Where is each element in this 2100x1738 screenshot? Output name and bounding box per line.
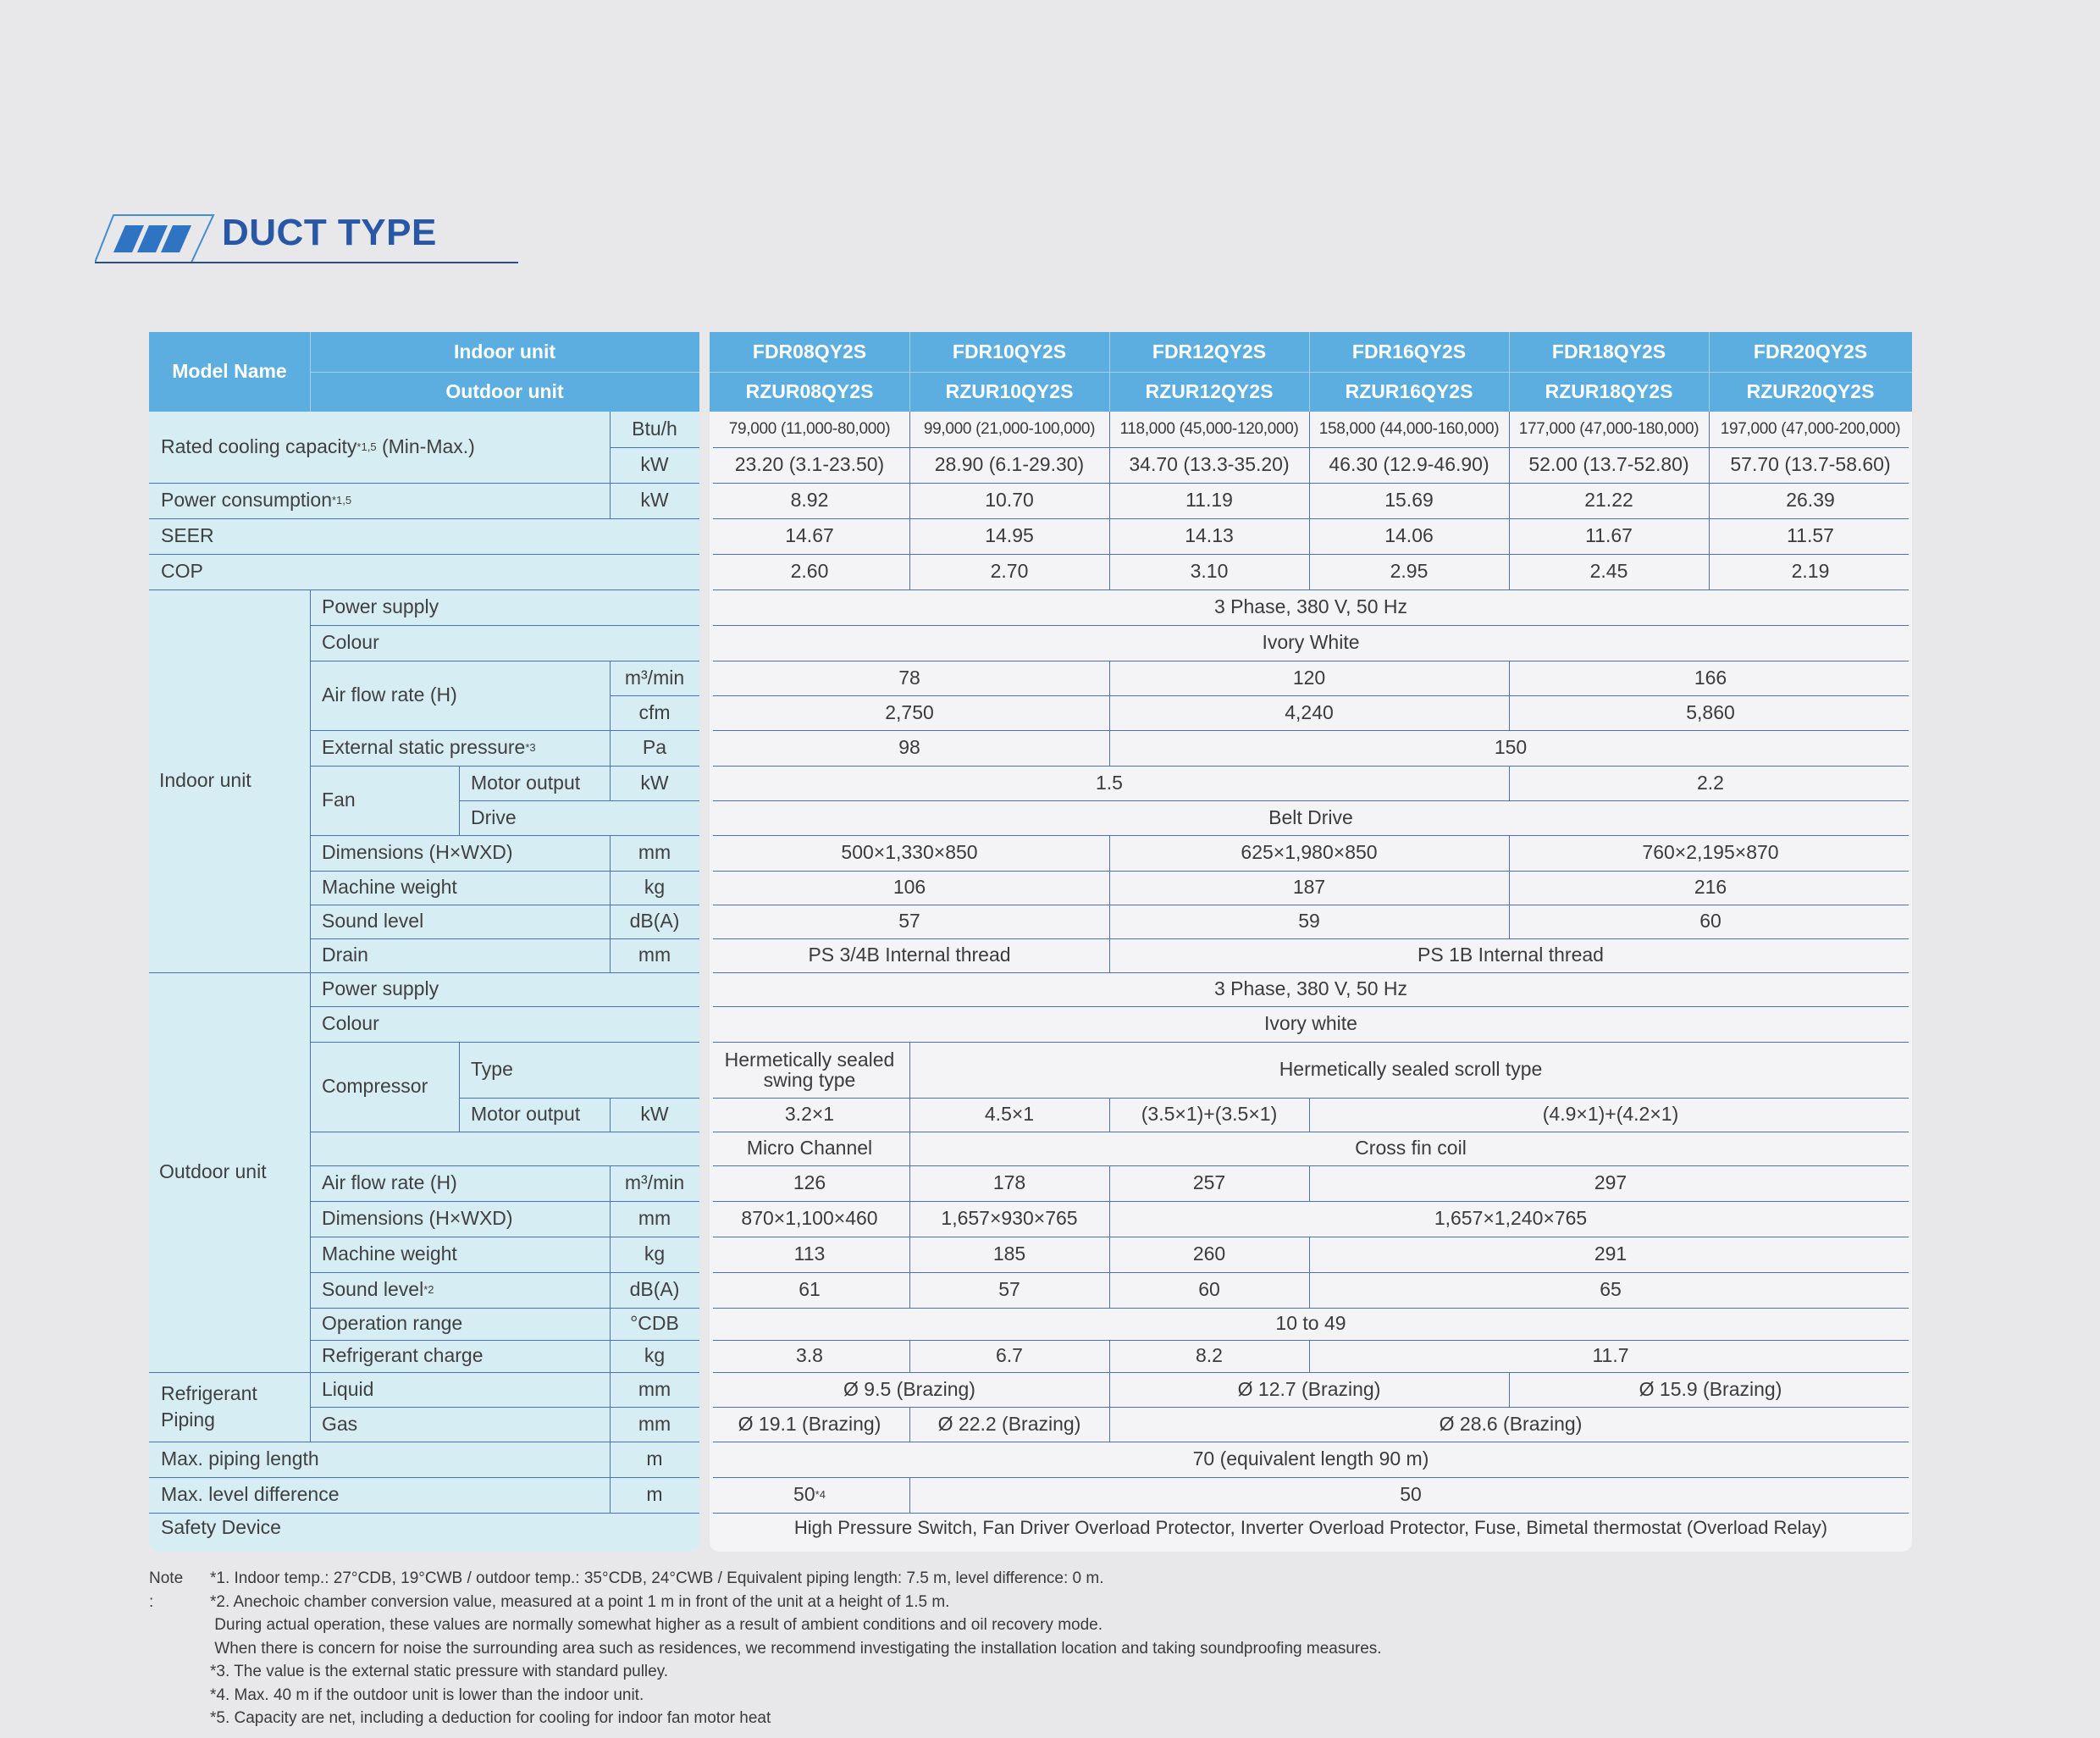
heat-exchanger-label xyxy=(310,1132,699,1165)
max-piping-label: Max. piping length xyxy=(149,1442,610,1477)
outdoor-model: RZUR20QY2S xyxy=(1709,372,1912,412)
kw-value: 57.70 (13.7-58.60) xyxy=(1730,453,1891,476)
esp-value: 98 xyxy=(898,736,920,759)
unit-dba: dB(A) xyxy=(610,905,699,938)
outdoor-model: RZUR10QY2S xyxy=(909,372,1109,412)
page-title: DUCT TYPE xyxy=(222,212,437,253)
outdoor-weight-label: Machine weight xyxy=(310,1237,610,1272)
kw-value: 28.90 (6.1-29.30) xyxy=(934,453,1085,476)
cop-value: 3.10 xyxy=(1190,560,1229,583)
compressor-type-label: Type xyxy=(459,1042,699,1098)
indoor-sound-value: 59 xyxy=(1298,910,1320,933)
indoor-model: FDR20QY2S xyxy=(1709,332,1912,372)
outdoor-sound-value: 65 xyxy=(1600,1278,1622,1301)
outdoor-unit-header: Outdoor unit xyxy=(310,372,699,412)
unit-m3min: m³/min xyxy=(610,1165,699,1201)
outdoor-weight-value: 291 xyxy=(1594,1243,1628,1265)
fan-motor-value: 1.5 xyxy=(1096,771,1123,794)
kw-value: 52.00 (13.7-52.80) xyxy=(1528,453,1689,476)
liquid-value: Ø 9.5 (Brazing) xyxy=(843,1377,975,1400)
outdoor-weight-value: 185 xyxy=(992,1243,1026,1265)
rated-cooling-label: Rated cooling capacity *1,5 (Min-Max.) xyxy=(149,412,610,483)
fan-label: Fan xyxy=(310,766,459,835)
max-level-value: 50 *4 xyxy=(793,1483,826,1506)
compressor-motor-value: 4.5×1 xyxy=(984,1103,1035,1126)
unit-m: m xyxy=(610,1442,699,1477)
indoor-sound-value: 57 xyxy=(898,910,920,933)
unit-cdb: °CDB xyxy=(610,1308,699,1340)
cop-label: COP xyxy=(149,554,699,589)
btu-value: 177,000 (47,000-180,000) xyxy=(1518,419,1699,438)
refrigerant-charge-value: 8.2 xyxy=(1196,1344,1223,1367)
note-line: *5. Capacity are net, including a deduction for cooling for indoor fan motor heat xyxy=(210,1709,771,1727)
refrigerant-charge-label: Refrigerant charge xyxy=(310,1340,610,1372)
power-value: 21.22 xyxy=(1584,489,1633,512)
unit-kg: kg xyxy=(610,1340,699,1372)
compressor-type-value: Hermetically sealed swing type xyxy=(724,1048,895,1091)
indoor-unit-header: Indoor unit xyxy=(310,332,699,372)
indoor-airflow-m3-value: 166 xyxy=(1694,666,1727,689)
indoor-weight-value: 216 xyxy=(1694,876,1727,899)
unit-mm: mm xyxy=(610,1372,699,1407)
gas-value: Ø 28.6 (Brazing) xyxy=(1439,1412,1583,1435)
fan-drive-value: Belt Drive xyxy=(1268,805,1353,828)
btu-value: 197,000 (47,000-200,000) xyxy=(1720,419,1901,438)
note-line: When there is concern for noise the surrounding area such as residences, we recommend investigating the installation location and taking soundproofing measures. xyxy=(210,1639,1382,1658)
outdoor-sound-value: 60 xyxy=(1198,1278,1220,1301)
indoor-model: FDR08QY2S xyxy=(710,332,909,372)
esp-label: External static pressure *3 xyxy=(310,730,610,766)
spec-table xyxy=(149,332,1912,1552)
unit-mm: mm xyxy=(610,938,699,972)
unit-kg: kg xyxy=(610,1237,699,1272)
outdoor-weight-value: 260 xyxy=(1192,1243,1226,1265)
compressor-label: Compressor xyxy=(310,1042,459,1132)
indoor-weight-value: 106 xyxy=(892,876,926,899)
btu-value: 158,000 (44,000-160,000) xyxy=(1318,419,1500,438)
heat-exchanger-value: Cross fin coil xyxy=(1355,1137,1467,1160)
btu-value: 99,000 (21,000-100,000) xyxy=(923,419,1096,438)
outdoor-dimensions-value: 1,657×930×765 xyxy=(941,1207,1078,1230)
operation-range-label: Operation range xyxy=(310,1308,610,1340)
kw-value: 46.30 (12.9-46.90) xyxy=(1329,453,1489,476)
operation-range-value: 10 to 49 xyxy=(1275,1312,1346,1335)
indoor-model: FDR16QY2S xyxy=(1309,332,1509,372)
note-line: During actual operation, these values are normally somewhat higher as a result of ambient conditions and oil recovery mode. xyxy=(210,1616,1103,1634)
unit-cfm: cfm xyxy=(610,695,699,730)
indoor-model: FDR10QY2S xyxy=(909,332,1109,372)
indoor-power-supply-value: 3 Phase, 380 V, 50 Hz xyxy=(1213,595,1408,618)
indoor-dimensions-label: Dimensions (H×WXD) xyxy=(310,835,610,871)
fan-motor-label: Motor output xyxy=(459,766,610,800)
outdoor-dimensions-label: Dimensions (H×WXD) xyxy=(310,1201,610,1237)
seer-value: 14.95 xyxy=(985,524,1034,547)
seer-value: 11.57 xyxy=(1787,524,1834,547)
unit-m: m xyxy=(610,1477,699,1513)
gas-label: Gas xyxy=(310,1407,610,1442)
btu-value: 79,000 (11,000-80,000) xyxy=(728,419,891,438)
unit-dba: dB(A) xyxy=(610,1272,699,1308)
power-value: 15.69 xyxy=(1384,489,1434,512)
fan-drive-label: Drive xyxy=(459,800,699,835)
indoor-air-flow-label: Air flow rate (H) xyxy=(310,661,610,730)
model-name-header: Model Name xyxy=(149,332,310,412)
outdoor-dimensions-value: 1,657×1,240×765 xyxy=(1434,1207,1588,1230)
note-line: *3. The value is the external static pressure with standard pulley. xyxy=(210,1663,669,1680)
outdoor-airflow-value: 126 xyxy=(793,1171,826,1194)
cop-value: 2.70 xyxy=(990,560,1029,583)
compressor-motor-value: 3.2×1 xyxy=(784,1103,835,1126)
note-line: *2. Anechoic chamber conversion value, measured at a point 1 m in front of the unit at a height of 1.5 m. xyxy=(210,1592,950,1611)
cop-value: 2.45 xyxy=(1589,560,1628,583)
outdoor-model: RZUR16QY2S xyxy=(1309,372,1509,412)
unit-kg: kg xyxy=(610,871,699,905)
outdoor-power-supply-label: Power supply xyxy=(310,972,699,1006)
indoor-dimensions-value: 760×2,195×870 xyxy=(1642,841,1779,864)
indoor-colour-label: Colour xyxy=(310,625,699,661)
liquid-value: Ø 12.7 (Brazing) xyxy=(1237,1377,1381,1400)
indoor-weight-label: Machine weight xyxy=(310,871,610,905)
liquid-value: Ø 15.9 (Brazing) xyxy=(1639,1377,1782,1400)
unit-kw: kW xyxy=(610,1098,699,1132)
indoor-weight-value: 187 xyxy=(1292,876,1326,899)
seer-value: 14.13 xyxy=(1185,524,1234,547)
cop-value: 2.60 xyxy=(790,560,829,583)
max-level-label: Max. level difference xyxy=(149,1477,610,1513)
refrigerant-charge-value: 11.7 xyxy=(1592,1344,1629,1367)
compressor-motor-value: (4.9×1)+(4.2×1) xyxy=(1542,1103,1679,1126)
note-line: *4. Max. 40 m if the outdoor unit is lower than the indoor unit. xyxy=(210,1685,644,1704)
compressor-motor-value: (3.5×1)+(3.5×1) xyxy=(1141,1103,1278,1126)
notes-label: Note : xyxy=(149,1569,184,1611)
indoor-airflow-m3-value: 120 xyxy=(1292,666,1326,689)
max-piping-value: 70 (equivalent length 90 m) xyxy=(1192,1447,1429,1470)
drain-value: PS 1B Internal thread xyxy=(1418,944,1604,966)
power-value: 10.70 xyxy=(985,489,1034,512)
esp-value: 150 xyxy=(1494,736,1528,759)
refrigerant-piping-label: Refrigerant Piping xyxy=(149,1372,310,1442)
fan-motor-value: 2.2 xyxy=(1697,771,1724,794)
indoor-airflow-cfm-value: 5,860 xyxy=(1686,700,1735,723)
compressor-motor-label: Motor output xyxy=(459,1098,610,1132)
unit-mm: mm xyxy=(610,1407,699,1442)
indoor-colour-value: Ivory White xyxy=(1262,631,1360,654)
outdoor-model: RZUR12QY2S xyxy=(1109,372,1309,412)
btu-value: 118,000 (45,000-120,000) xyxy=(1119,419,1299,438)
seer-label: SEER xyxy=(149,518,699,554)
indoor-dimensions-value: 625×1,980×850 xyxy=(1241,841,1378,864)
kw-value: 34.70 (13.3-35.20) xyxy=(1129,453,1290,476)
refrigerant-charge-value: 6.7 xyxy=(996,1344,1023,1367)
indoor-power-supply-label: Power supply xyxy=(310,589,699,625)
indoor-dimensions-value: 500×1,330×850 xyxy=(841,841,978,864)
outdoor-air-flow-label: Air flow rate (H) xyxy=(310,1165,610,1201)
power-value: 11.19 xyxy=(1185,489,1233,512)
unit-kw: kW xyxy=(610,447,699,483)
safety-device-label: Safety Device xyxy=(149,1513,699,1543)
refrigerant-charge-value: 3.8 xyxy=(796,1344,823,1367)
power-consumption-label: Power consumption *1,5 xyxy=(149,483,610,518)
cop-value: 2.95 xyxy=(1390,560,1429,583)
outdoor-model: RZUR18QY2S xyxy=(1509,372,1709,412)
indoor-airflow-m3-value: 78 xyxy=(898,666,920,689)
liquid-label: Liquid xyxy=(310,1372,610,1407)
unit-mm: mm xyxy=(610,1201,699,1237)
outdoor-power-supply-value: 3 Phase, 380 V, 50 Hz xyxy=(1213,977,1408,1000)
drain-label: Drain xyxy=(310,938,610,972)
compressor-type-value: Hermetically sealed scroll type xyxy=(1279,1058,1543,1081)
outdoor-sound-value: 61 xyxy=(799,1278,821,1301)
max-level-value: 50 xyxy=(1400,1483,1422,1506)
cop-value: 2.19 xyxy=(1791,560,1830,583)
unit-kw: kW xyxy=(610,766,699,800)
indoor-model: FDR18QY2S xyxy=(1509,332,1709,372)
outdoor-weight-value: 113 xyxy=(793,1243,826,1265)
outdoor-airflow-value: 257 xyxy=(1192,1171,1226,1194)
power-value: 8.92 xyxy=(790,489,829,512)
outdoor-colour-label: Colour xyxy=(310,1006,699,1042)
seer-value: 14.06 xyxy=(1384,524,1434,547)
safety-device-value: High Pressure Switch, Fan Driver Overload Protector, Inverter Overload Protector, Fuse, Bimetal thermostat (Overload Relay) xyxy=(793,1516,1828,1538)
outdoor-airflow-value: 178 xyxy=(992,1171,1026,1194)
indoor-airflow-cfm-value: 4,240 xyxy=(1285,700,1334,723)
unit-mm: mm xyxy=(610,835,699,871)
indoor-unit-group-label: Indoor unit xyxy=(149,589,310,972)
unit-m3min: m³/min xyxy=(610,661,699,695)
unit-btu: Btu/h xyxy=(610,412,699,447)
indoor-sound-label: Sound level xyxy=(310,905,610,938)
kw-value: 23.20 (3.1-23.50) xyxy=(734,453,885,476)
seer-value: 14.67 xyxy=(785,524,834,547)
indoor-model: FDR12QY2S xyxy=(1109,332,1309,372)
gas-value: Ø 22.2 (Brazing) xyxy=(937,1412,1081,1435)
drain-value: PS 3/4B Internal thread xyxy=(808,944,1011,966)
indoor-airflow-cfm-value: 2,750 xyxy=(885,700,934,723)
gas-value: Ø 19.1 (Brazing) xyxy=(738,1412,881,1435)
outdoor-dimensions-value: 870×1,100×460 xyxy=(741,1207,878,1230)
note-line: *1. Indoor temp.: 27°CDB, 19°CWB / outdoor temp.: 35°CDB, 24°CWB / Equivalent piping length: 7.5 m, level difference: 0 m. xyxy=(210,1569,1104,1587)
unit-pa: Pa xyxy=(610,730,699,766)
outdoor-unit-group-label: Outdoor unit xyxy=(149,972,310,1372)
outdoor-airflow-value: 297 xyxy=(1594,1171,1628,1194)
outdoor-colour-value: Ivory white xyxy=(1264,1012,1357,1035)
unit-kw: kW xyxy=(610,483,699,518)
outdoor-sound-value: 57 xyxy=(998,1278,1020,1301)
power-value: 26.39 xyxy=(1786,489,1835,512)
seer-value: 11.67 xyxy=(1585,524,1633,547)
heat-exchanger-value: Micro Channel xyxy=(746,1137,873,1160)
outdoor-sound-label: Sound level *2 xyxy=(310,1272,610,1308)
outdoor-model: RZUR08QY2S xyxy=(710,372,909,412)
indoor-sound-value: 60 xyxy=(1699,910,1721,933)
